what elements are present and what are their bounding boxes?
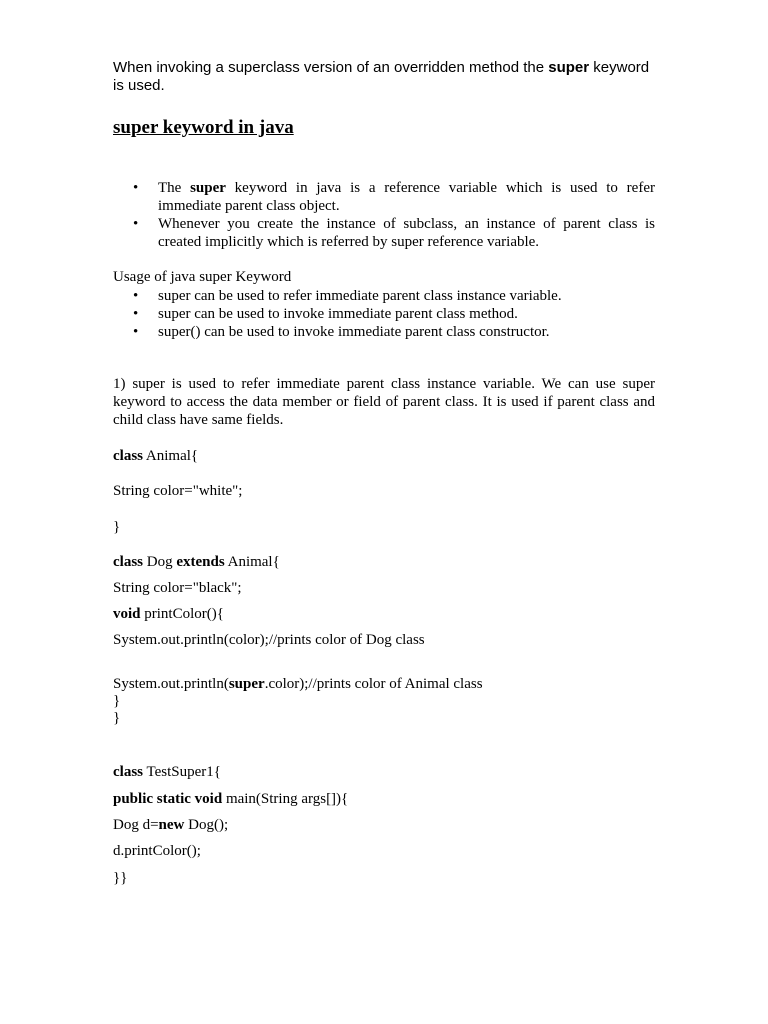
intro-text-before: When invoking a superclass version of an overridden method the <box>113 59 549 76</box>
code-line <box>113 553 280 571</box>
code-line: } <box>113 693 121 709</box>
code-line <box>113 447 198 465</box>
intro-keyword: super <box>548 59 590 76</box>
definition-item <box>113 179 655 215</box>
code-text: System.out.println( <box>113 676 229 692</box>
code-line: d.printColor(); <box>113 843 201 859</box>
code-text: Animal{ <box>143 448 199 464</box>
usage-item: • super can be used to refer immediate parent class instance variable. <box>113 287 655 305</box>
code-text: TestSuper1{ <box>143 764 221 780</box>
usage-item: • super() can be used to invoke immediate parent class constructor. <box>113 323 655 341</box>
code-text: printColor(){ <box>140 606 224 622</box>
code-text: Dog <box>143 554 177 570</box>
code-line <box>113 763 221 781</box>
code-line: String color="black"; <box>113 580 242 596</box>
point-1-paragraph: 1) super is used to refer immediate parent class instance variable. We can use super keyword to access the data member or field of parent class. It is used if parent class and child class have same fields. <box>113 376 655 428</box>
definition-item: • Whenever you create the instance of subclass, an instance of parent class is created implicitly which is referred by super reference variable. <box>113 215 655 251</box>
definition-list <box>113 179 655 251</box>
code-text: Animal{ <box>224 554 280 570</box>
intro-paragraph <box>113 59 655 95</box>
intro-text-after: keyword is used. <box>113 59 650 94</box>
code-keyword: void <box>113 606 141 622</box>
code-text: Dog d= <box>113 817 159 833</box>
code-text: .color);//prints color of Animal class <box>264 676 483 692</box>
definition-text-after: keyword in java is a reference variable which is used to refer immediate parent class object. <box>158 180 655 214</box>
code-keyword: class <box>113 764 143 780</box>
code-keyword: new <box>158 817 185 833</box>
code-text: Dog(); <box>184 817 229 833</box>
code-line <box>113 816 228 834</box>
code-line <box>113 605 224 623</box>
code-keyword: class <box>113 554 143 570</box>
section-heading: super keyword in java <box>113 117 294 138</box>
code-line: System.out.println(color);//prints color of Dog class <box>113 632 425 648</box>
usage-list <box>113 287 655 341</box>
code-line: }} <box>113 870 128 886</box>
code-keyword: super <box>228 676 265 692</box>
code-keyword: class <box>113 448 143 464</box>
code-text: main(String args[]){ <box>222 791 349 807</box>
code-line: String color="white"; <box>113 483 243 499</box>
definition-text-before: The <box>158 180 191 196</box>
code-line: } <box>113 710 121 726</box>
code-keyword: public static void <box>113 791 223 807</box>
code-line <box>113 790 348 808</box>
code-keyword: extends <box>176 554 225 570</box>
usage-title: Usage of java super Keyword <box>113 269 292 285</box>
definition-keyword: super <box>190 180 226 196</box>
code-line: } <box>113 519 121 535</box>
usage-item: • super can be used to invoke immediate parent class method. <box>113 305 655 323</box>
code-line <box>113 675 483 693</box>
